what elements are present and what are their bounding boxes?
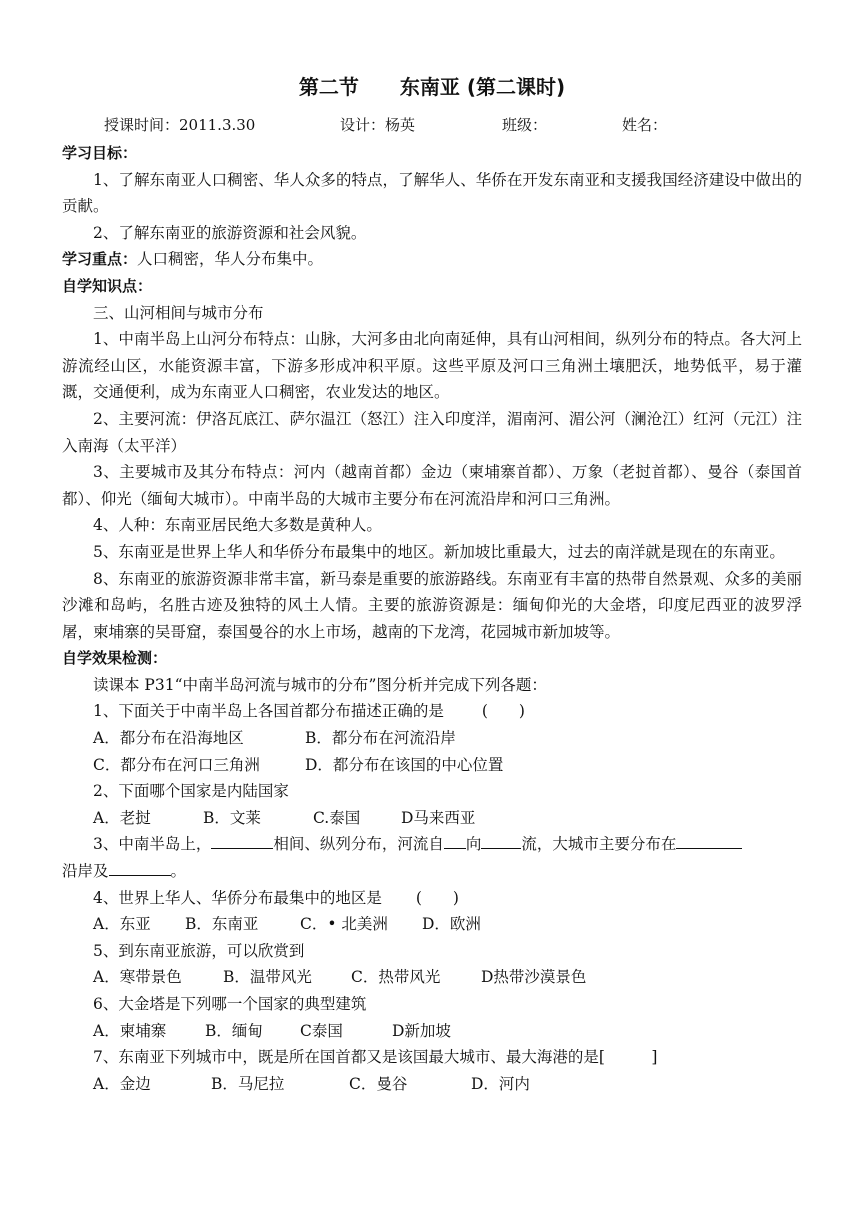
option-b[interactable]: B．都分布在河流沿岸 <box>305 729 456 748</box>
class-field: 班级： <box>502 116 548 134</box>
option-c[interactable]: C.泰国 <box>313 808 361 827</box>
test-heading: 自学效果检测： <box>62 649 168 668</box>
question-5: 5、到东南亚旅游，可以欣赏到 <box>93 941 305 960</box>
worksheet <box>62 70 802 1097</box>
question-2-options <box>62 805 802 832</box>
question-1-options <box>62 752 802 779</box>
designer: 设计：杨英 <box>340 116 416 134</box>
option-b[interactable]: B．东南亚 <box>185 915 259 934</box>
goals-heading: 学习目标： <box>62 144 138 162</box>
question-text: 流，大城市主要分布在 <box>521 835 677 854</box>
option-c[interactable]: C泰国 <box>300 1021 343 1040</box>
option-b[interactable]: B．马尼拉 <box>211 1074 285 1093</box>
self-study-subheading: 三、山河相间与城市分布 <box>93 303 264 322</box>
key-point <box>62 246 802 273</box>
page-title <box>62 70 802 104</box>
option-a[interactable]: A．东亚 <box>93 915 151 934</box>
option-d[interactable]: D马来西亚 <box>401 808 476 827</box>
option-b[interactable]: B．温带风光 <box>223 968 312 987</box>
goal-item: 2、了解东南亚的旅游资源和社会风貌。 <box>93 223 367 242</box>
question-text: 3、中南半岛上， <box>93 835 212 854</box>
question-3-cont <box>62 858 802 885</box>
study-point: 2、主要河流：伊洛瓦底江、萨尔温江（怒江）注入印度洋，湄南河、湄公河（澜沧江）红河（元江）注入南海（太平洋） <box>62 409 802 455</box>
test-intro: 读课本 P31“中南半岛河流与城市的分布”图分析并完成下列各题： <box>93 675 547 694</box>
question-4-options <box>62 911 802 938</box>
option-d[interactable]: D．欧洲 <box>422 915 481 934</box>
option-a[interactable]: A．老挝 <box>93 808 151 827</box>
option-c[interactable]: C．曼谷 <box>349 1074 408 1093</box>
blank-field[interactable] <box>109 859 171 876</box>
question-text: 相间、纵列分布，河流自 <box>273 835 444 854</box>
question-text: 沿岸及 <box>62 862 109 881</box>
self-study-heading: 自学知识点： <box>62 276 153 295</box>
question-stem: 1、下面关于中南半岛上各国首都分布描述正确的是 <box>93 702 444 721</box>
option-b[interactable]: B．缅甸 <box>205 1021 263 1040</box>
option-d[interactable]: D．河内 <box>471 1074 530 1093</box>
question-2: 2、下面哪个国家是内陆国家 <box>93 782 289 801</box>
key-heading: 学习重点： <box>62 250 138 269</box>
answer-paren[interactable]: ( ) <box>415 888 459 907</box>
study-point: 4、人种：东南亚居民绝大多数是黄种人。 <box>93 516 382 535</box>
question-stem: 4、世界上华人、华侨分布最集中的地区是 <box>93 888 382 907</box>
option-a[interactable]: A．金边 <box>93 1074 151 1093</box>
lesson-time: 授课时间：2011.3.30 <box>104 116 256 134</box>
question-4 <box>62 885 802 912</box>
option-c[interactable]: C．热带风光 <box>351 968 441 987</box>
blank-field[interactable] <box>211 832 273 849</box>
lesson-title: 东南亚 (第二课时) <box>399 75 566 99</box>
answer-paren[interactable]: ( ) <box>481 702 525 721</box>
question-6-options <box>62 1018 802 1045</box>
key-text: 人口稠密，华人分布集中。 <box>137 250 324 269</box>
question-text: 向 <box>465 835 482 854</box>
option-d[interactable]: D．都分布在该国的中心位置 <box>305 755 504 774</box>
option-c[interactable]: C．都分布在河口三角洲 <box>93 755 260 774</box>
lesson-meta <box>62 110 802 140</box>
question-1 <box>62 698 802 725</box>
option-a[interactable]: A．都分布在沿海地区 <box>93 729 244 748</box>
option-b[interactable]: B．文莱 <box>203 808 261 827</box>
option-a[interactable]: A．寒带景色 <box>93 968 182 987</box>
question-5-options <box>62 964 802 991</box>
blank-field[interactable] <box>676 832 742 849</box>
name-field: 姓名： <box>622 116 668 134</box>
blank-field[interactable] <box>444 832 466 849</box>
study-point: 1、中南半岛上山河分布特点：山脉，大河多由北向南延伸，具有山河相间，纵列分布的特点。各大河上游流经山区，水能资源丰富，下游多形成冲积平原。这些平原及河口三角洲土壤肥沃，地势低平，易于灌溉，交通便利，成为东南亚人口稠密，农业发达的地区。 <box>62 330 802 402</box>
option-d[interactable]: D热带沙漠景色 <box>481 968 587 987</box>
study-point: 3、主要城市及其分布特点：河内（越南首都）金边（柬埔寨首都）、万象（老挝首都）、曼谷（泰国首都）、仰光（缅甸大城市）。中南半岛的大城市主要分布在河流沿岸和河口三角洲。 <box>62 463 802 508</box>
option-c[interactable]: C．• 北美洲 <box>300 915 388 934</box>
question-1-options <box>62 725 802 752</box>
study-point: 5、东南亚是世界上华人和华侨分布最集中的地区。新加坡比重最大，过去的南洋就是现在的东南亚。 <box>93 542 785 561</box>
goal-item: 1、了解东南亚人口稠密、华人众多的特点，了解华人、华侨在开发东南亚和支援我国经济建设中做出的贡献。 <box>62 170 802 216</box>
question-3 <box>62 831 802 858</box>
question-text: 。 <box>170 862 187 881</box>
question-6: 6、大金塔是下列哪一个国家的典型建筑 <box>93 995 367 1013</box>
blank-field[interactable] <box>481 832 521 849</box>
question-7-options <box>62 1071 802 1098</box>
option-d[interactable]: D新加坡 <box>392 1021 451 1040</box>
section-number: 第二节 <box>298 75 359 99</box>
study-point: 8、东南亚的旅游资源非常丰富，新马泰是重要的旅游路线。东南亚有丰富的热带自然景观、众多的美丽沙滩和岛屿，名胜古迹及独特的风土人情。主要的旅游资源是：缅甸仰光的大金塔，印度尼西亚的波罗浮屠，柬埔寨的吴哥窟，泰国曼谷的水上市场，越南的下龙湾，花园城市新加坡等。 <box>62 569 802 641</box>
question-7: 7、东南亚下列城市中，既是所在国首都又是该国最大城市、最大海港的是[ ] <box>93 1048 658 1067</box>
option-a[interactable]: A．柬埔寨 <box>93 1021 167 1040</box>
